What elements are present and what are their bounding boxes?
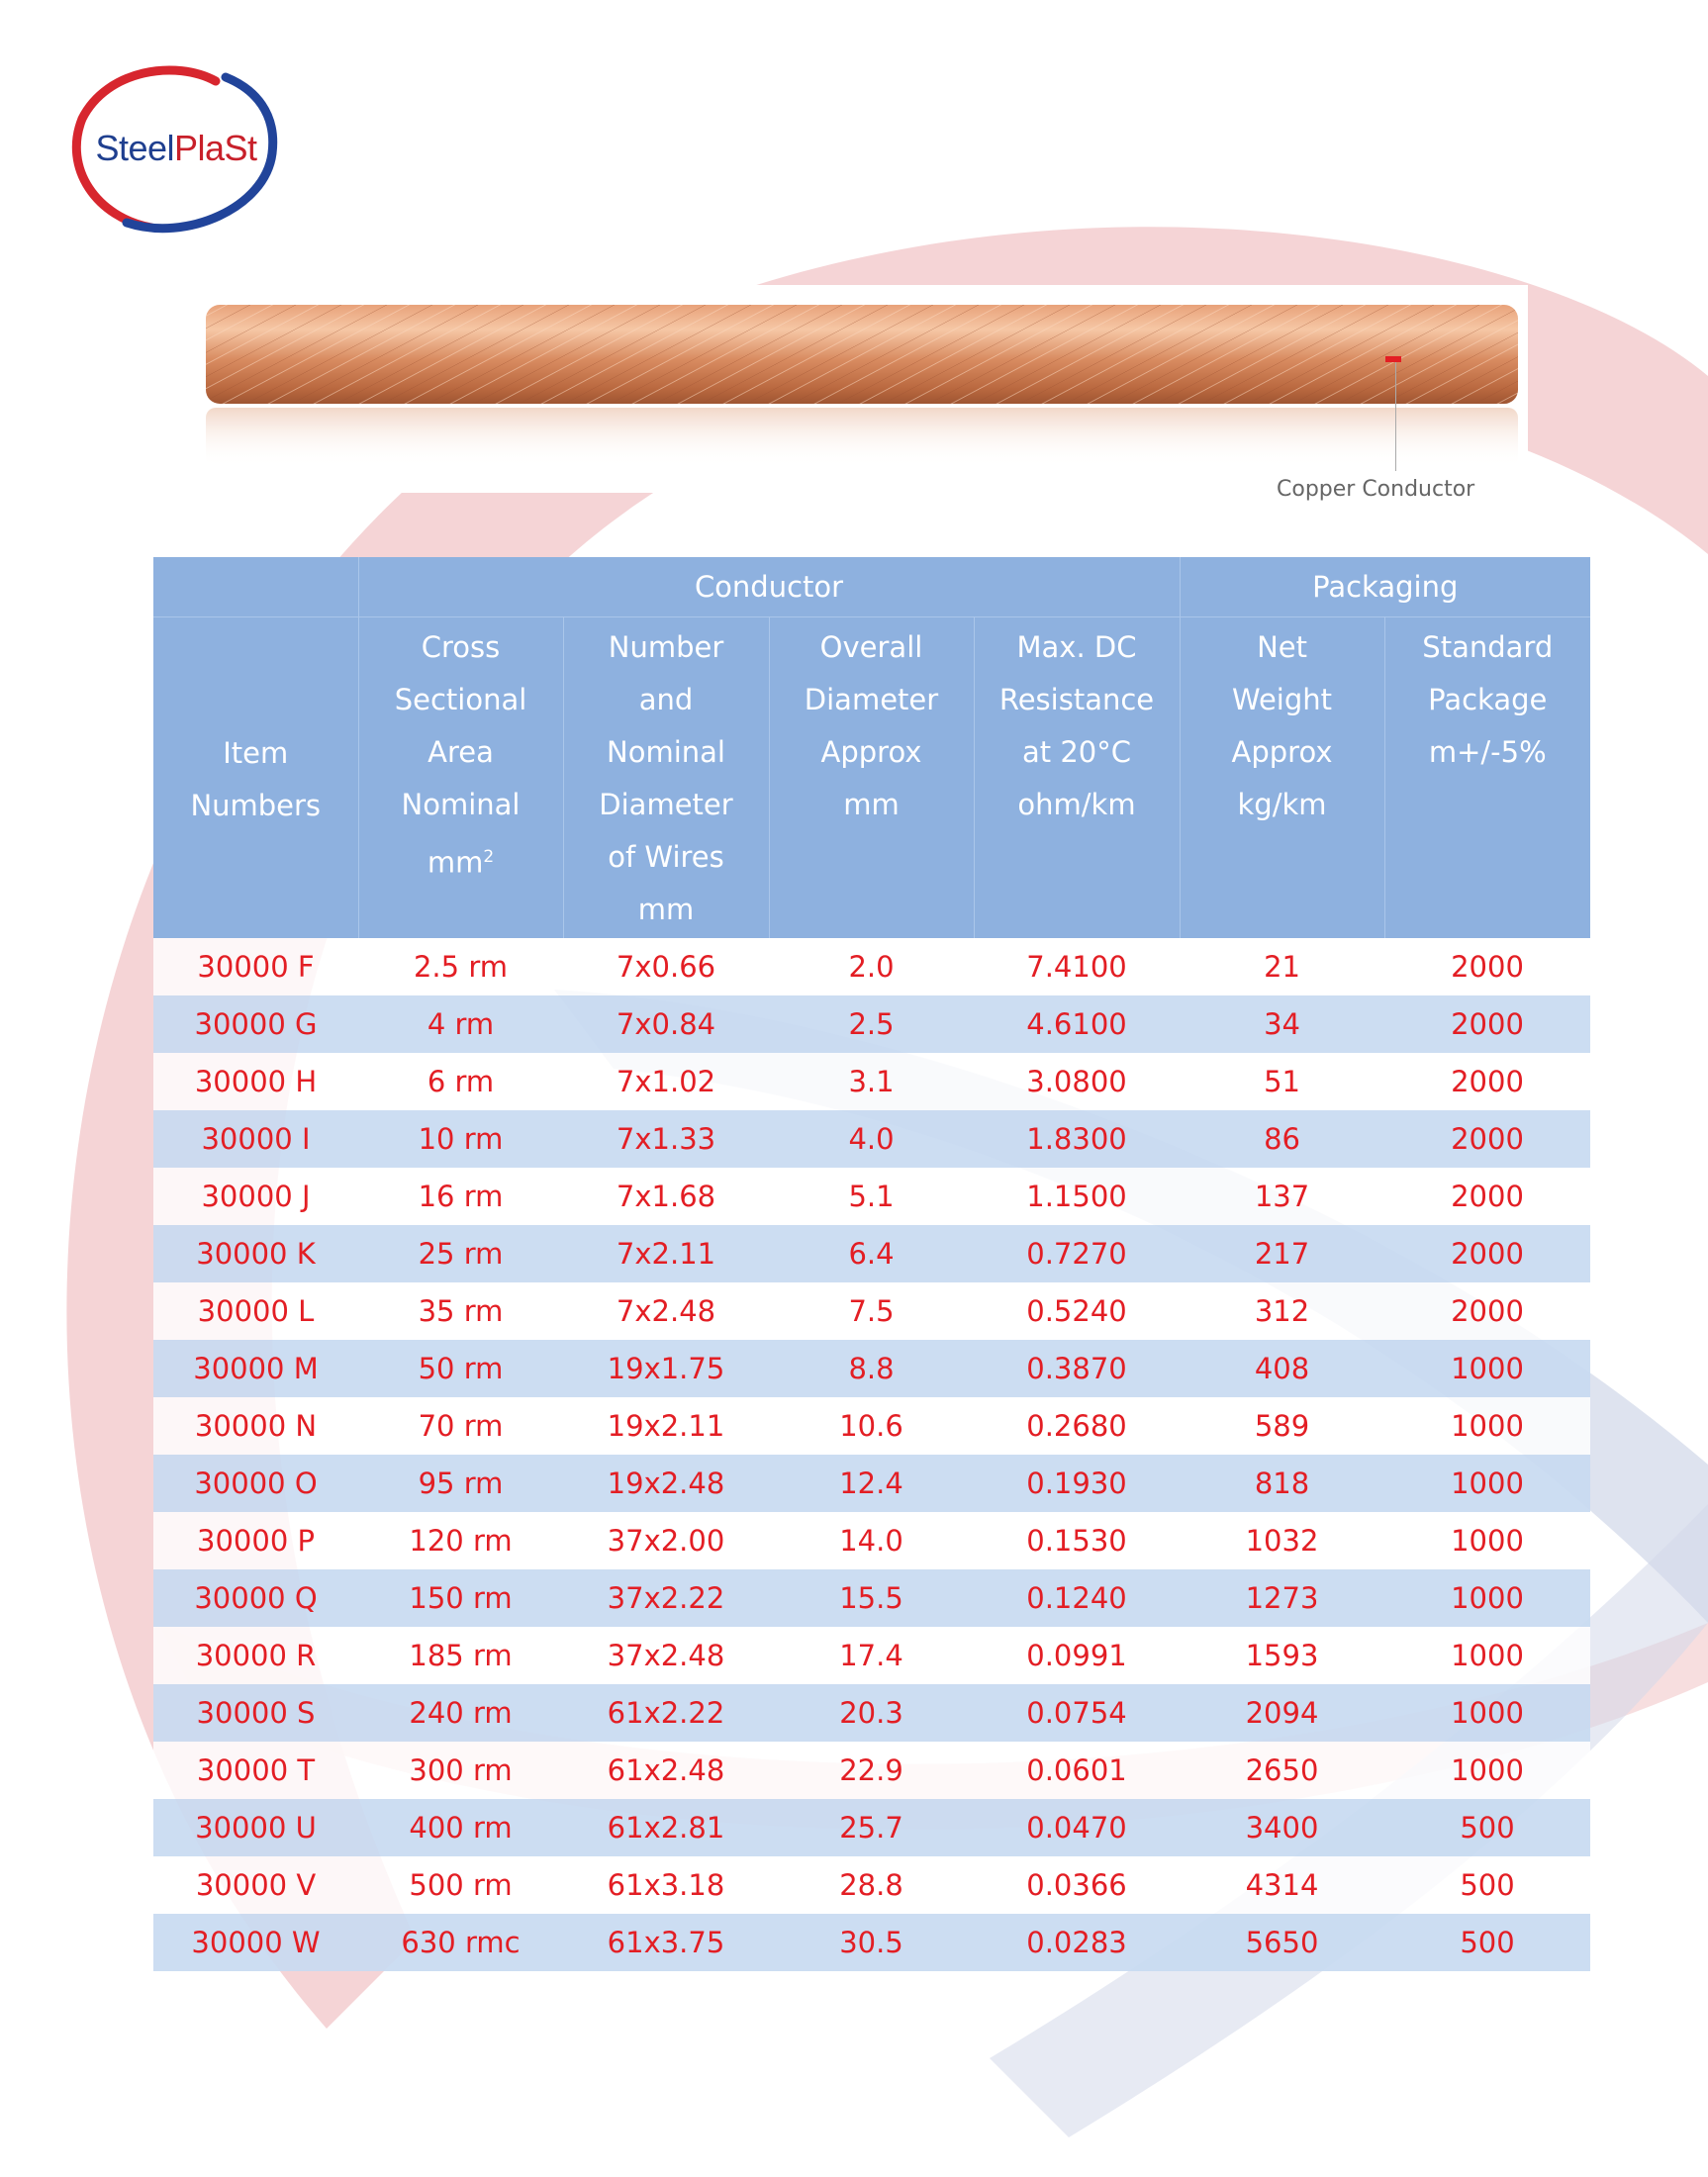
table-row <box>153 1799 1590 1856</box>
cell-resistance: 0.0991 <box>974 1627 1180 1684</box>
header-line: Approx <box>1231 735 1333 769</box>
caption-leader-line <box>1395 362 1396 471</box>
cell-package: 1000 <box>1384 1627 1590 1684</box>
cell-weight: 312 <box>1180 1282 1384 1340</box>
table-row <box>153 1168 1590 1225</box>
table-row <box>153 1053 1590 1110</box>
conductor-spec-table <box>153 557 1590 1971</box>
cell-wires: 19x2.48 <box>563 1455 769 1512</box>
cell-resistance: 1.8300 <box>974 1110 1180 1168</box>
header-line: Resistance <box>998 683 1155 716</box>
cell-area: 50 rm <box>358 1340 563 1397</box>
cell-resistance: 0.0754 <box>974 1684 1180 1742</box>
cell-area: 95 rm <box>358 1455 563 1512</box>
cell-weight: 589 <box>1180 1397 1384 1455</box>
cell-wires: 61x2.48 <box>563 1742 769 1799</box>
header-line: Cross <box>421 630 501 664</box>
cell-package: 2000 <box>1384 1053 1590 1110</box>
cell-package: 1000 <box>1384 1397 1590 1455</box>
cell-package: 1000 <box>1384 1512 1590 1569</box>
col-header-max-dc-resistance <box>974 617 1180 939</box>
cell-area: 630 rmc <box>358 1914 563 1971</box>
cell-diameter: 2.0 <box>769 938 974 995</box>
header-line: and <box>638 683 694 716</box>
cell-weight: 1273 <box>1180 1569 1384 1627</box>
cell-item: 30000 U <box>153 1799 358 1856</box>
cell-area: 4 rm <box>358 995 563 1053</box>
table-row <box>153 1856 1590 1914</box>
cell-resistance: 0.0366 <box>974 1856 1180 1914</box>
cell-weight: 21 <box>1180 938 1384 995</box>
spec-table-body <box>153 938 1590 1971</box>
cell-weight: 51 <box>1180 1053 1384 1110</box>
cell-resistance: 4.6100 <box>974 995 1180 1053</box>
cell-package: 500 <box>1384 1799 1590 1856</box>
cell-wires: 7x0.66 <box>563 938 769 995</box>
cell-resistance: 1.1500 <box>974 1168 1180 1225</box>
header-unit-line <box>363 831 559 890</box>
header-unit-superscript: 2 <box>483 847 495 867</box>
cell-weight: 4314 <box>1180 1856 1384 1914</box>
table-row <box>153 938 1590 995</box>
cell-diameter: 7.5 <box>769 1282 974 1340</box>
cell-wires: 19x1.75 <box>563 1340 769 1397</box>
cell-area: 2.5 rm <box>358 938 563 995</box>
cell-weight: 408 <box>1180 1340 1384 1397</box>
cell-area: 150 rm <box>358 1569 563 1627</box>
cell-wires: 7x1.33 <box>563 1110 769 1168</box>
header-line: Nominal <box>401 788 521 821</box>
cell-wires: 61x3.18 <box>563 1856 769 1914</box>
cell-area: 10 rm <box>358 1110 563 1168</box>
col-header-item-numbers <box>153 617 358 939</box>
cell-package: 1000 <box>1384 1742 1590 1799</box>
cell-weight: 34 <box>1180 995 1384 1053</box>
cell-diameter: 4.0 <box>769 1110 974 1168</box>
cell-diameter: 8.8 <box>769 1340 974 1397</box>
cell-wires: 37x2.48 <box>563 1627 769 1684</box>
header-line: Standard <box>1422 630 1554 664</box>
cell-item: 30000 J <box>153 1168 358 1225</box>
cell-item: 30000 O <box>153 1455 358 1512</box>
cell-item: 30000 S <box>153 1684 358 1742</box>
cell-wires: 19x2.11 <box>563 1397 769 1455</box>
cell-package: 500 <box>1384 1914 1590 1971</box>
cell-item: 30000 N <box>153 1397 358 1455</box>
cell-area: 25 rm <box>358 1225 563 1282</box>
group-header-row <box>153 557 1590 617</box>
cell-area: 35 rm <box>358 1282 563 1340</box>
table-row <box>153 1282 1590 1340</box>
cell-area: 500 rm <box>358 1856 563 1914</box>
cell-diameter: 6.4 <box>769 1225 974 1282</box>
cell-weight: 217 <box>1180 1225 1384 1282</box>
cell-resistance: 0.1240 <box>974 1569 1180 1627</box>
table-row <box>153 1569 1590 1627</box>
cell-item: 30000 Q <box>153 1569 358 1627</box>
cell-resistance: 7.4100 <box>974 938 1180 995</box>
column-header-row <box>153 617 1590 939</box>
cell-item: 30000 R <box>153 1627 358 1684</box>
table-row <box>153 1110 1590 1168</box>
product-photo <box>196 285 1528 493</box>
logo-word-plast: PlaSt <box>174 128 257 168</box>
table-row <box>153 1627 1590 1684</box>
header-line: of Wires <box>608 840 724 874</box>
cell-weight: 818 <box>1180 1455 1384 1512</box>
cell-item: 30000 G <box>153 995 358 1053</box>
cell-diameter: 15.5 <box>769 1569 974 1627</box>
cell-diameter: 14.0 <box>769 1512 974 1569</box>
cell-package: 2000 <box>1384 995 1590 1053</box>
cell-area: 185 rm <box>358 1627 563 1684</box>
header-line: Nominal <box>607 735 725 769</box>
cell-wires: 7x0.84 <box>563 995 769 1053</box>
logo-word-steel: Steel <box>95 128 174 168</box>
cell-area: 120 rm <box>358 1512 563 1569</box>
table-row <box>153 1340 1590 1397</box>
header-unit: mm <box>427 845 484 880</box>
table-row <box>153 1225 1590 1282</box>
header-line: mm <box>637 893 695 926</box>
cell-package: 1000 <box>1384 1455 1590 1512</box>
header-line: Diameter <box>599 788 733 821</box>
header-line: at 20°C <box>1022 735 1132 769</box>
caption-pointer-marker <box>1385 356 1401 362</box>
table-row <box>153 995 1590 1053</box>
group-header-conductor: Conductor <box>358 557 1180 617</box>
steelplast-logo <box>67 59 285 237</box>
cell-wires: 37x2.22 <box>563 1569 769 1627</box>
cell-diameter: 25.7 <box>769 1799 974 1856</box>
cell-package: 2000 <box>1384 1110 1590 1168</box>
cell-package: 2000 <box>1384 1168 1590 1225</box>
cell-diameter: 20.3 <box>769 1684 974 1742</box>
photo-caption: Copper Conductor <box>1277 477 1475 502</box>
cell-wires: 61x2.81 <box>563 1799 769 1856</box>
header-line: m+/-5% <box>1428 735 1547 769</box>
cell-weight: 86 <box>1180 1110 1384 1168</box>
cell-diameter: 5.1 <box>769 1168 974 1225</box>
cell-diameter: 17.4 <box>769 1627 974 1684</box>
cell-diameter: 10.6 <box>769 1397 974 1455</box>
cell-item: 30000 K <box>153 1225 358 1282</box>
group-header-packaging: Packaging <box>1180 557 1590 617</box>
header-line: Diameter <box>804 683 939 716</box>
header-line: Overall <box>819 630 923 664</box>
cell-diameter: 22.9 <box>769 1742 974 1799</box>
cell-wires: 37x2.00 <box>563 1512 769 1569</box>
cell-resistance: 0.1530 <box>974 1512 1180 1569</box>
cell-item: 30000 V <box>153 1856 358 1914</box>
cell-diameter: 3.1 <box>769 1053 974 1110</box>
cell-item: 30000 M <box>153 1340 358 1397</box>
header-line: kg/km <box>1237 788 1327 821</box>
cell-diameter: 2.5 <box>769 995 974 1053</box>
cell-package: 2000 <box>1384 1225 1590 1282</box>
col-header-standard-package <box>1384 617 1590 939</box>
cell-wires: 7x2.11 <box>563 1225 769 1282</box>
cell-weight: 2650 <box>1180 1742 1384 1799</box>
col-header-cross-sectional-area <box>358 617 563 939</box>
cell-weight: 137 <box>1180 1168 1384 1225</box>
header-line: Area <box>427 735 494 769</box>
cell-resistance: 3.0800 <box>974 1053 1180 1110</box>
cell-weight: 2094 <box>1180 1684 1384 1742</box>
cell-resistance: 0.2680 <box>974 1397 1180 1455</box>
cell-item: 30000 L <box>153 1282 358 1340</box>
copper-conductor-image <box>196 285 1528 493</box>
cell-resistance: 0.7270 <box>974 1225 1180 1282</box>
table-row <box>153 1684 1590 1742</box>
cell-package: 1000 <box>1384 1684 1590 1742</box>
cell-wires: 61x3.75 <box>563 1914 769 1971</box>
cell-item: 30000 I <box>153 1110 358 1168</box>
group-header-empty <box>153 557 358 617</box>
cell-wires: 7x2.48 <box>563 1282 769 1340</box>
cell-area: 16 rm <box>358 1168 563 1225</box>
cell-resistance: 0.0283 <box>974 1914 1180 1971</box>
cell-diameter: 12.4 <box>769 1455 974 1512</box>
cell-area: 400 rm <box>358 1799 563 1856</box>
cell-weight: 5650 <box>1180 1914 1384 1971</box>
cell-resistance: 0.5240 <box>974 1282 1180 1340</box>
cell-item: 30000 T <box>153 1742 358 1799</box>
table-row <box>153 1397 1590 1455</box>
cell-wires: 7x1.02 <box>563 1053 769 1110</box>
col-header-overall-diameter <box>769 617 974 939</box>
cell-item: 30000 W <box>153 1914 358 1971</box>
header-line: Approx <box>820 735 922 769</box>
cell-package: 2000 <box>1384 1282 1590 1340</box>
cell-item: 30000 H <box>153 1053 358 1110</box>
cell-weight: 1032 <box>1180 1512 1384 1569</box>
table-row <box>153 1455 1590 1512</box>
cell-resistance: 0.1930 <box>974 1455 1180 1512</box>
header-line: Max. DC <box>1016 630 1137 664</box>
table-row <box>153 1512 1590 1569</box>
col-header-number-and-diameter-of-wires <box>563 617 769 939</box>
header-line: Number <box>608 630 724 664</box>
cell-area: 6 rm <box>358 1053 563 1110</box>
header-line: Package <box>1428 683 1548 716</box>
cell-resistance: 0.3870 <box>974 1340 1180 1397</box>
cell-area: 70 rm <box>358 1397 563 1455</box>
table-row <box>153 1914 1590 1971</box>
header-line: Numbers <box>190 789 322 822</box>
cell-item: 30000 P <box>153 1512 358 1569</box>
header-line: Item <box>223 736 289 770</box>
cell-wires: 61x2.22 <box>563 1684 769 1742</box>
col-header-net-weight <box>1180 617 1384 939</box>
cell-package: 2000 <box>1384 938 1590 995</box>
header-line: Net <box>1257 630 1307 664</box>
cell-resistance: 0.0601 <box>974 1742 1180 1799</box>
cell-package: 1000 <box>1384 1340 1590 1397</box>
cell-package: 500 <box>1384 1856 1590 1914</box>
header-line: mm <box>843 788 900 821</box>
cell-item: 30000 F <box>153 938 358 995</box>
header-line: Sectional <box>394 683 527 716</box>
table-row <box>153 1742 1590 1799</box>
cell-diameter: 28.8 <box>769 1856 974 1914</box>
cell-weight: 1593 <box>1180 1627 1384 1684</box>
cell-area: 240 rm <box>358 1684 563 1742</box>
header-line: Weight <box>1231 683 1333 716</box>
cell-resistance: 0.0470 <box>974 1799 1180 1856</box>
cell-weight: 3400 <box>1180 1799 1384 1856</box>
cell-package: 1000 <box>1384 1569 1590 1627</box>
header-line: ohm/km <box>1017 788 1136 821</box>
cell-wires: 7x1.68 <box>563 1168 769 1225</box>
cell-area: 300 rm <box>358 1742 563 1799</box>
cell-diameter: 30.5 <box>769 1914 974 1971</box>
